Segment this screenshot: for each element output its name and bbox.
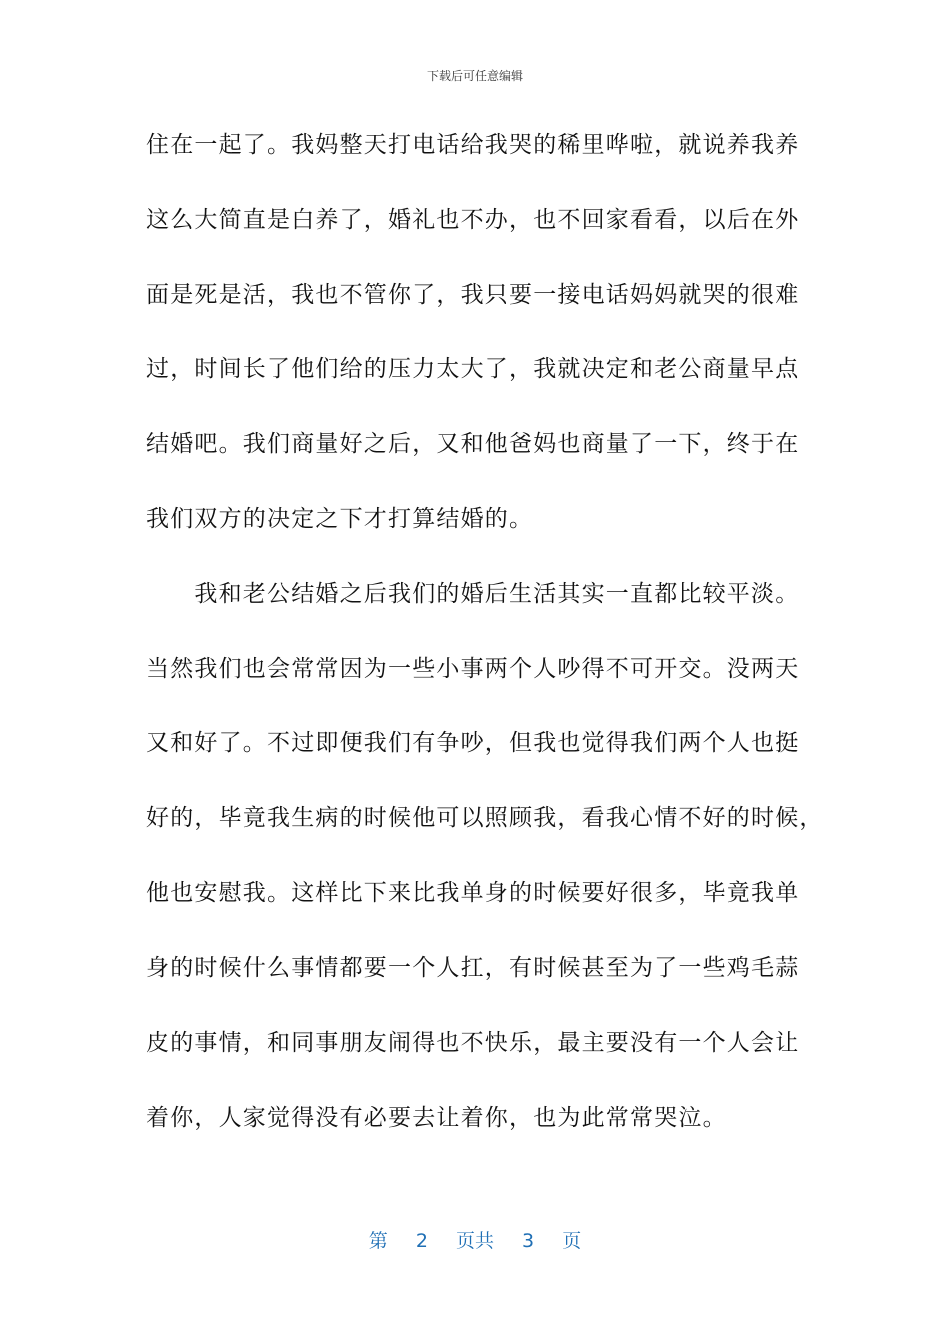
current-page-number: 2: [415, 1230, 428, 1252]
page-suffix: 页: [562, 1230, 582, 1252]
body-line: 住在一起了。我妈整天打电话给我哭的稀里哗啦，就说养我养: [146, 132, 800, 158]
page-middle-text: 页共: [455, 1230, 494, 1252]
body-line: 着你，人家觉得没有必要去让着你，也为此常常哭泣。: [146, 1105, 727, 1131]
body-line: 身的时候什么事情都要一个人扛，有时候甚至为了一些鸡毛蒜: [146, 955, 800, 981]
page-number-footer: [0, 1226, 950, 1253]
body-line: 皮的事情，和同事朋友闹得也不快乐，最主要没有一个人会让: [146, 1030, 800, 1056]
body-line: 结婚吧。我们商量好之后，又和他爸妈也商量了一下，终于在: [146, 431, 800, 457]
body-line: 过，时间长了他们给的压力太大了，我就决定和老公商量早点: [146, 356, 800, 382]
body-line: 这么大简直是白养了，婚礼也不办，也不回家看看，以后在外: [146, 207, 800, 233]
total-pages-number: 3: [522, 1230, 535, 1252]
body-line: 面是死是活，我也不管你了，我只要一接电话妈妈就哭的很难: [146, 282, 800, 308]
body-line: 好的，毕竟我生病的时候他可以照顾我，看我心情不好的时候，: [146, 805, 824, 831]
page-prefix: 第: [368, 1230, 388, 1252]
body-line: 我们双方的决定之下才打算结婚的。: [146, 506, 534, 532]
body-line: 我和老公结婚之后我们的婚后生活其实一直都比较平淡。: [146, 581, 800, 607]
body-line: 又和好了。不过即便我们有争吵，但我也觉得我们两个人也挺: [146, 730, 800, 756]
body-line: 当然我们也会常常因为一些小事两个人吵得不可开交。没两天: [146, 656, 800, 682]
page-header: 下载后可任意编辑: [426, 69, 523, 83]
body-line: 他也安慰我。这样比下来比我单身的时候要好很多，毕竟我单: [146, 880, 800, 906]
